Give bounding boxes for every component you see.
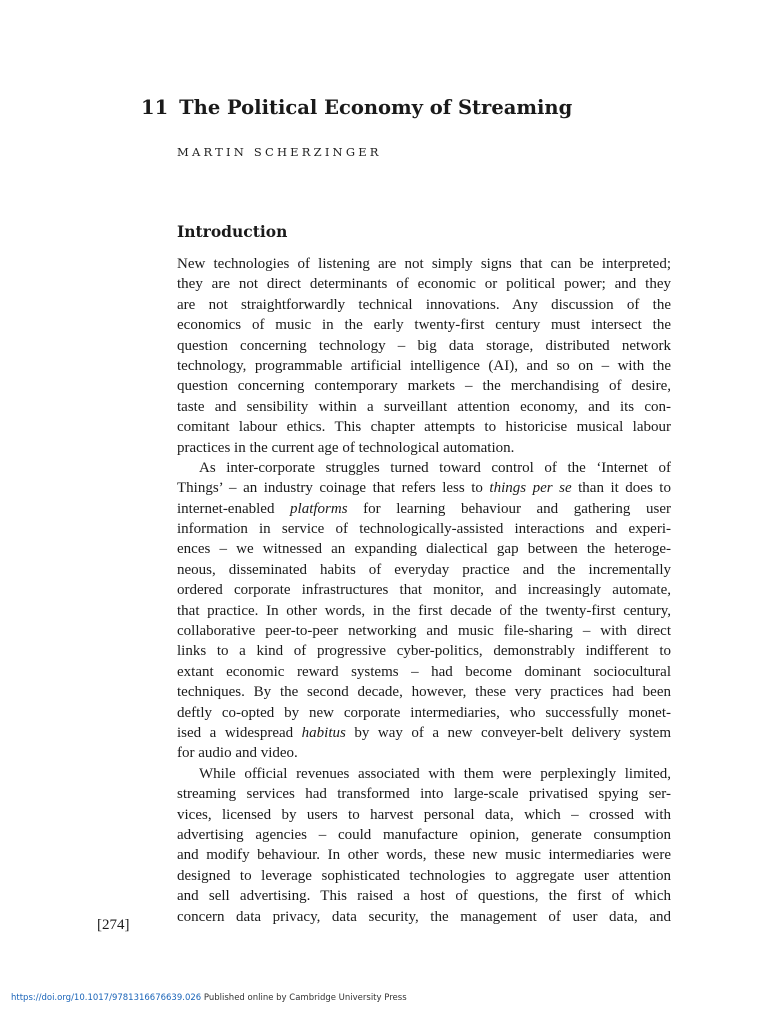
italic-phrase: things per se <box>489 480 572 497</box>
text-line <box>177 682 671 702</box>
text-run: streaming services had transformed into large-scale privatised spying ser- <box>177 786 671 803</box>
page-number: [274] <box>97 917 130 933</box>
doi-link[interactable]: https://doi.org/10.1017/9781316676639.026 <box>11 993 202 1003</box>
text-run: New technologies of listening are not simply signs that can be interpreted; <box>177 256 671 272</box>
text-line <box>177 397 671 417</box>
text-run: While official revenues associated with them were perplexingly limited, <box>199 765 671 782</box>
text-run: information in service of technologically-assisted interactions and experi- <box>177 521 671 538</box>
text-line <box>177 723 671 743</box>
text-run: concern data privacy, data security, the management of user data, and <box>177 908 671 925</box>
text-run: for learning behaviour and gathering user <box>347 500 671 517</box>
chapter-author: MARTIN SCHERZINGER <box>177 145 382 159</box>
text-line <box>177 764 671 784</box>
text-line <box>177 295 671 315</box>
text-line <box>177 662 671 682</box>
text-run: ordered corporate infrastructures that monitor, and increasingly automate, <box>177 582 671 599</box>
text-run: ences – we witnessed an expanding dialectical gap between the heteroge- <box>177 541 671 558</box>
text-run: internet-enabled <box>177 500 291 517</box>
text-run: they are not direct determinants of economic or political power; and they <box>177 276 671 293</box>
text-line <box>177 560 671 580</box>
chapter-title-text: The Political Economy of Streaming <box>179 96 573 119</box>
chapter-title <box>141 96 572 119</box>
text-line <box>177 315 671 335</box>
text-line <box>177 907 671 927</box>
text-run: Things’ – an industry coinage that refers less to <box>177 480 490 497</box>
text-run: than it does to <box>571 480 671 497</box>
text-run: that practice. In other words, in the first decade of the twenty-first century, <box>177 602 671 619</box>
text-run: As inter-corporate struggles turned toward control of the ‘Internet of <box>199 459 671 476</box>
text-run: advertising agencies – could manufacture opinion, generate consumption <box>177 826 671 843</box>
footer <box>11 993 407 1003</box>
chapter-number: 11 <box>141 96 169 119</box>
text-run: technology, programmable artificial intelligence (AI), and so on – with the <box>177 357 671 374</box>
text-line <box>177 805 671 825</box>
text-line <box>177 845 671 865</box>
text-line <box>177 254 671 274</box>
text-line <box>177 580 671 600</box>
text-line <box>177 866 671 886</box>
text-line <box>177 356 671 376</box>
text-line <box>177 499 671 519</box>
text-line <box>177 886 671 906</box>
text-line <box>177 478 671 498</box>
text-run: question concerning contemporary markets – the merchandising of desire, <box>177 378 671 395</box>
text-run: economics of music in the early twenty-first century must intersect the <box>177 317 671 334</box>
text-run: deftly co-opted by new corporate intermediaries, who successfully monet- <box>177 704 671 721</box>
text-run: extant economic reward systems – had become dominant sociocultural <box>177 663 671 680</box>
text-run: practices in the current age of technological automation. <box>177 439 515 456</box>
text-run: vices, licensed by users to harvest personal data, which – crossed with <box>177 806 671 823</box>
text-run: neous, disseminated habits of everyday practice and the incrementally <box>177 561 671 578</box>
publisher-note: Published online by Cambridge University Press <box>203 993 407 1003</box>
text-line <box>177 539 671 559</box>
text-run: links to a kind of progressive cyber-politics, demonstrably indifferent to <box>177 643 671 660</box>
text-run: and sell advertising. This raised a host of questions, the first of which <box>177 888 671 905</box>
text-run: and modify behaviour. In other words, these new music intermediaries were <box>177 847 671 864</box>
text-line <box>177 784 671 804</box>
text-run: designed to leverage sophisticated technologies to aggregate user attention <box>177 867 671 884</box>
text-run: taste and sensibility within a surveillant attention economy, and its con- <box>177 398 671 415</box>
text-run: comitant labour ethics. This chapter attempts to historicise musical labour <box>177 419 671 436</box>
text-line <box>177 519 671 539</box>
text-line <box>177 641 671 661</box>
text-run: by way of a new conveyer-belt delivery system <box>345 724 671 741</box>
italic-phrase: habitus <box>301 724 346 741</box>
text-line <box>177 825 671 845</box>
text-line <box>177 743 671 763</box>
text-line <box>177 458 671 478</box>
text-run: ised a widespread <box>177 724 302 741</box>
italic-phrase: platforms <box>290 500 348 517</box>
text-line <box>177 438 671 458</box>
section-heading: Introduction <box>177 222 288 241</box>
body-text <box>177 254 671 927</box>
text-run: collaborative peer-to-peer networking and music file-sharing – with direct <box>177 623 671 640</box>
text-line <box>177 376 671 396</box>
text-line <box>177 417 671 437</box>
text-run: are not straightforwardly technical innovations. Any discussion of the <box>177 296 671 313</box>
text-line <box>177 621 671 641</box>
text-run: techniques. By the second decade, however, these very practices had been <box>177 684 671 701</box>
text-run: question concerning technology – big data storage, distributed network <box>177 337 671 354</box>
text-line <box>177 336 671 356</box>
text-line <box>177 274 671 294</box>
text-line <box>177 601 671 621</box>
text-line <box>177 703 671 723</box>
text-run: for audio and video. <box>177 745 298 762</box>
